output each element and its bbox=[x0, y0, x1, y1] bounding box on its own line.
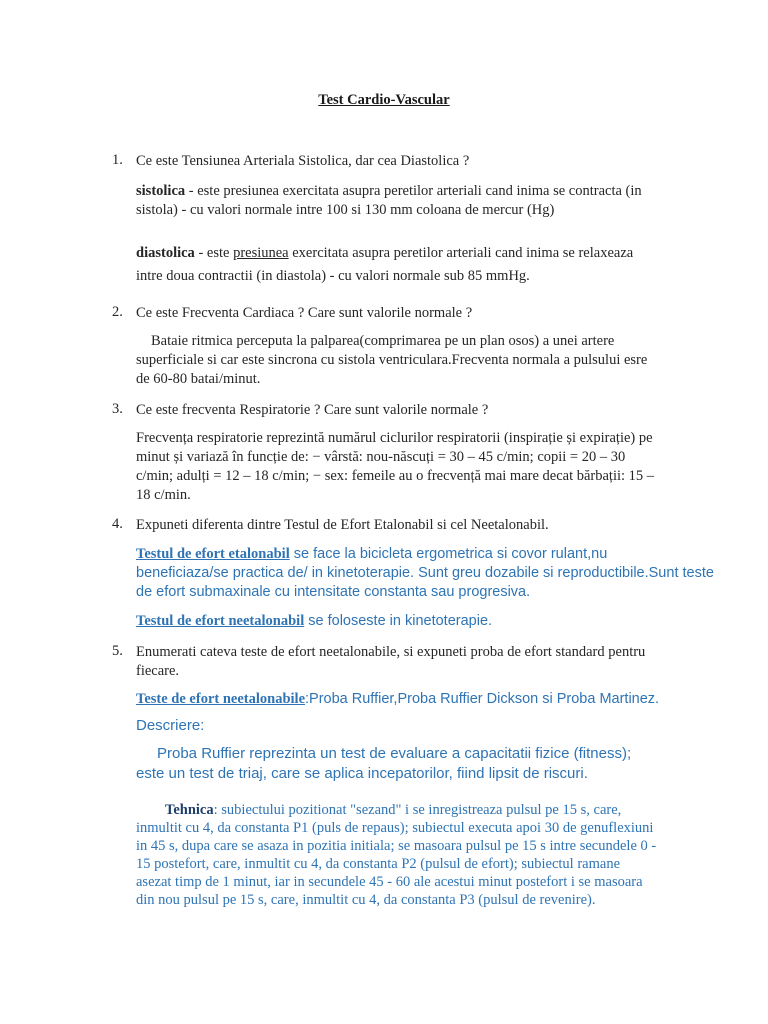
q4-etalonabil-line-1 bbox=[136, 545, 607, 564]
q1-question: Ce este Tensiunea Arteriala Sistolica, dar cea Diastolica ? bbox=[136, 153, 470, 169]
q4-etalonabil-line-2: beneficiaza/se practica de/ in kinetoterapie. Sunt greu dozabile si reproductibile.Sunt teste bbox=[136, 565, 714, 581]
page-title: Test Cardio-Vascular bbox=[318, 92, 450, 108]
descriere-line-2: este un test de triaj, care se aplica incepatorilor, fiind lipsit de riscuri. bbox=[136, 765, 588, 782]
etalonabil-term: Testul de efort etalonabil bbox=[136, 546, 290, 562]
q1-number: 1. bbox=[112, 152, 123, 168]
q4-question: Expuneti diferenta dintre Testul de Efort Etalonabil si cel Neetalonabil. bbox=[136, 517, 549, 533]
tehnica-term: Tehnica bbox=[165, 802, 214, 818]
q2-answer-line-3: de 60-80 batai/minut. bbox=[136, 371, 261, 387]
q4-etalonabil-line-3: de efort submaxinale cu intensitate constanta sau progresiva. bbox=[136, 584, 531, 600]
q5-teste-line bbox=[136, 690, 659, 709]
diastolic-text-post: exercitata asupra peretilor arteriali cand inima se relaxeaza bbox=[288, 245, 634, 261]
tehnica-line-1 bbox=[165, 801, 621, 820]
q4-number: 4. bbox=[112, 516, 123, 532]
tehnica-line-6: din nou pulsul pe 15 s, care, inmultit cu 4, da constanta P3 (pulsul de revenire). bbox=[136, 892, 596, 908]
q3-answer-line-1: Frecvența respiratorie reprezintă numărul ciclurilor respiratorii (inspirație și expirație) pe bbox=[136, 430, 653, 446]
diastolic-underlined-word: presiunea bbox=[233, 245, 289, 261]
tehnica-text-1: : subiectului pozitionat "sezand" i se inregistreaza pulsul pe 15 s, care, bbox=[213, 802, 622, 818]
q3-answer-line-3: c/min; adulți = 12 – 18 c/min; − sex: femeile au o frecvență mai mare decat bărbații: 15 – bbox=[136, 468, 655, 484]
q1-diastolic-line-2: intre doua contractii (in diastola) - cu valori normale sub 85 mmHg. bbox=[136, 268, 530, 284]
q2-number: 2. bbox=[112, 304, 123, 320]
tehnica-line-5: asezat timp de 1 minut, iar in secundele 45 - 60 ale acestui minut postefort i se masoara bbox=[136, 874, 643, 890]
q3-question: Ce este frecventa Respiratorie ? Care sunt valorile normale ? bbox=[136, 402, 489, 418]
q2-answer-line-2: superficiale si car este sincrona cu sistola ventriculara.Frecventa normala a pulsului esre bbox=[136, 352, 648, 368]
descriere-line-1: Proba Ruffier reprezinta un test de evaluare a capacitatii fizice (fitness); bbox=[157, 745, 632, 762]
neetalonabil-term: Testul de efort neetalonabil bbox=[136, 613, 305, 629]
systolic-text-1: - este presiunea exercitata asupra peretilor arteriali cand inima se contracta (in bbox=[185, 183, 642, 199]
q2-question: Ce este Frecventa Cardiaca ? Care sunt valorile normale ? bbox=[136, 305, 473, 321]
q5-question-line-2: fiecare. bbox=[136, 663, 180, 679]
q2-answer-line-1: Bataie ritmica perceputa la palparea(comprimarea pe un plan osos) a unei artere bbox=[151, 333, 615, 349]
q3-answer-line-2: minut și variază în funcție de: − vârstă: nou-născuți = 30 – 45 c/min; copii = 20 – 30 bbox=[136, 449, 626, 465]
q5-number: 5. bbox=[112, 643, 123, 659]
tehnica-line-2: inmultit cu 4, da constanta P1 (puls de repaus); subiectul executa apoi 30 de genuflexiuni bbox=[136, 820, 654, 836]
diastolic-term: diastolica bbox=[136, 245, 195, 261]
q1-diastolic-line-1 bbox=[136, 244, 633, 263]
diastolic-text-pre: - este bbox=[194, 245, 234, 261]
teste-text: :Proba Ruffier,Proba Ruffier Dickson si Proba Martinez. bbox=[305, 691, 660, 707]
q1-systolic-line-1 bbox=[136, 182, 642, 201]
q1-systolic-line-2: sistola) - cu valori normale intre 100 si 130 mm coloana de mercur (Hg) bbox=[136, 202, 555, 218]
q3-answer-line-4: 18 c/min. bbox=[136, 487, 191, 503]
q4-neetalonabil-line bbox=[136, 612, 492, 631]
descriere-heading: Descriere: bbox=[136, 717, 205, 734]
tehnica-line-3: in 45 s, dupa care se asaza in pozitia initiala; se masoara pulsul pe 15 s intre secundele 0 - bbox=[136, 838, 657, 854]
q3-number: 3. bbox=[112, 401, 123, 417]
teste-term: Teste de efort neetalonabile bbox=[136, 691, 306, 707]
tehnica-line-4: 15 postefort, care, inmultit cu 4, da constanta P2 (pulsul de efort); subiectul ramane bbox=[136, 856, 621, 872]
q5-question-line-1: Enumerati cateva teste de efort neetalonabile, si expuneti proba de efort standard pentru bbox=[136, 644, 646, 660]
etalonabil-text-1: se face la bicicleta ergometrica si covor rulant,nu bbox=[289, 546, 608, 562]
neetalonabil-text: se foloseste in kinetoterapie. bbox=[304, 613, 493, 629]
systolic-term: sistolica bbox=[136, 183, 186, 199]
